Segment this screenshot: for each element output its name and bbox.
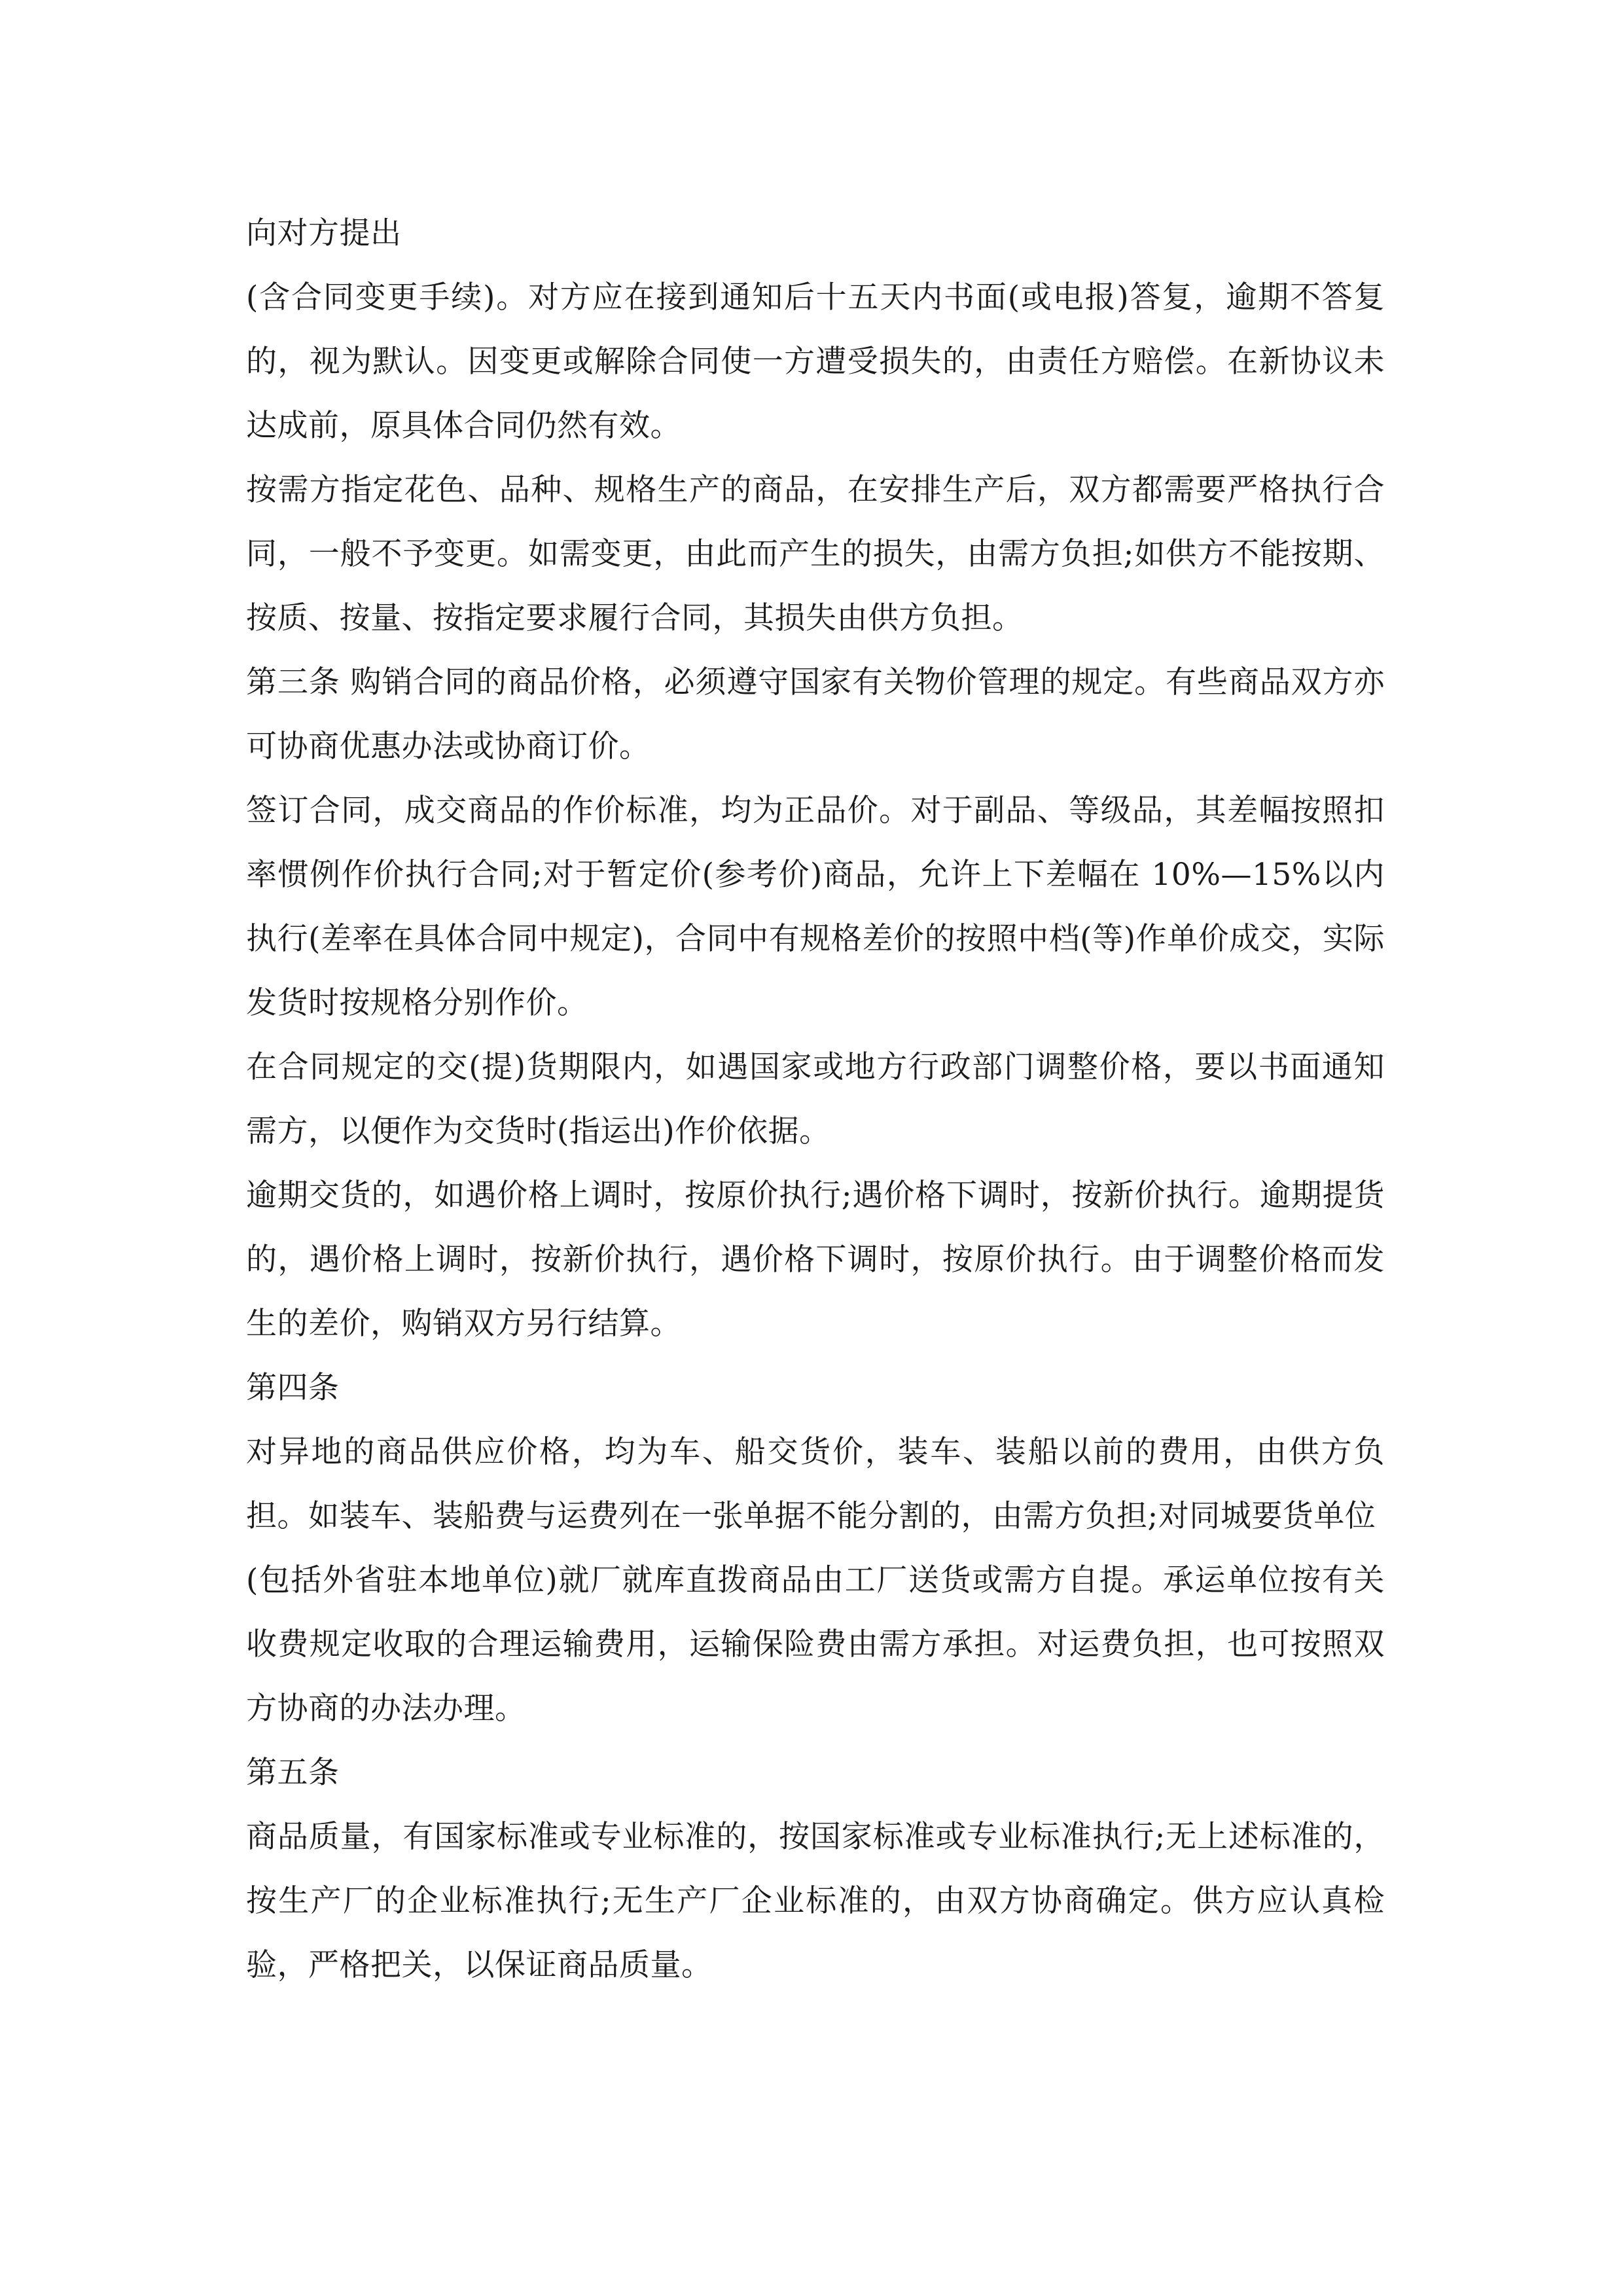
paragraph: 对异地的商品供应价格，均为车、船交货价，装车、装船以前的费用，由供方负担。如装车、装船费与运费列在一张单据不能分割的，由需方负担;对同城要货单位 bbox=[246, 1434, 1385, 1534]
article-five-heading: 第五条 bbox=[246, 1755, 340, 1791]
paragraph: (含合同变更手续)。对方应在接到通知后十五天内书面(或电报)答复，逾期不答复的，视为默认。因变更或解除合同使一方遭受损失的，由责任方赔偿。在新协议未达成前，原具体合同仍然有效。 bbox=[246, 279, 1385, 444]
article-four-heading: 第四条 bbox=[246, 1370, 340, 1406]
paragraph: (包括外省驻本地单位)就厂就库直拨商品由工厂送货或需方自提。承运单位按有关收费规定收取的合理运输费用，运输保险费由需方承担。对运费负担，也可按照双方协商的办法办理。 bbox=[246, 1562, 1385, 1727]
article-three-paragraph: 第三条 购销合同的商品价格，必须遵守国家有关物价管理的规定。有些商品双方亦可协商优惠办法或协商订价。 bbox=[246, 664, 1385, 764]
paragraph: 按需方指定花色、品种、规格生产的商品，在安排生产后，双方都需要严格执行合同，一般不予变更。如需变更，由此而产生的损失，由需方负担;如供方不能按期、按质、按量、按指定要求履行合同，其损失由供方负担。 bbox=[246, 472, 1385, 636]
paragraph: 逾期交货的，如遇价格上调时，按原价执行;遇价格下调时，按新价执行。逾期提货的，遇价格上调时，按新价执行，遇价格下调时，按原价执行。由于调整价格而发生的差价，购销双方另行结算。 bbox=[246, 1177, 1385, 1342]
paragraph: 在合同规定的交(提)货期限内，如遇国家或地方行政部门调整价格，要以书面通知需方，以便作为交货时(指运出)作价依据。 bbox=[246, 1049, 1385, 1149]
paragraph: 向对方提出 bbox=[246, 215, 402, 251]
paragraph: 商品质量，有国家标准或专业标准的，按国家标准或专业标准执行;无上述标准的，按生产厂的企业标准执行;无生产厂企业标准的，由双方协商确定。供方应认真检验，严格把关，以保证商品质量。 bbox=[246, 1819, 1385, 1983]
document-body bbox=[246, 202, 1385, 1998]
paragraph: 签订合同，成交商品的作价标准，均为正品价。对于副品、等级品，其差幅按照扣率惯例作价执行合同;对于暂定价(参考价)商品，允许上下差幅在 10%—15%以内执行(差率在具体合同中规定)，合同中有规格差价的按照中档(等)作单价成交，实际发货时按规格分别作价。 bbox=[246, 793, 1385, 1021]
